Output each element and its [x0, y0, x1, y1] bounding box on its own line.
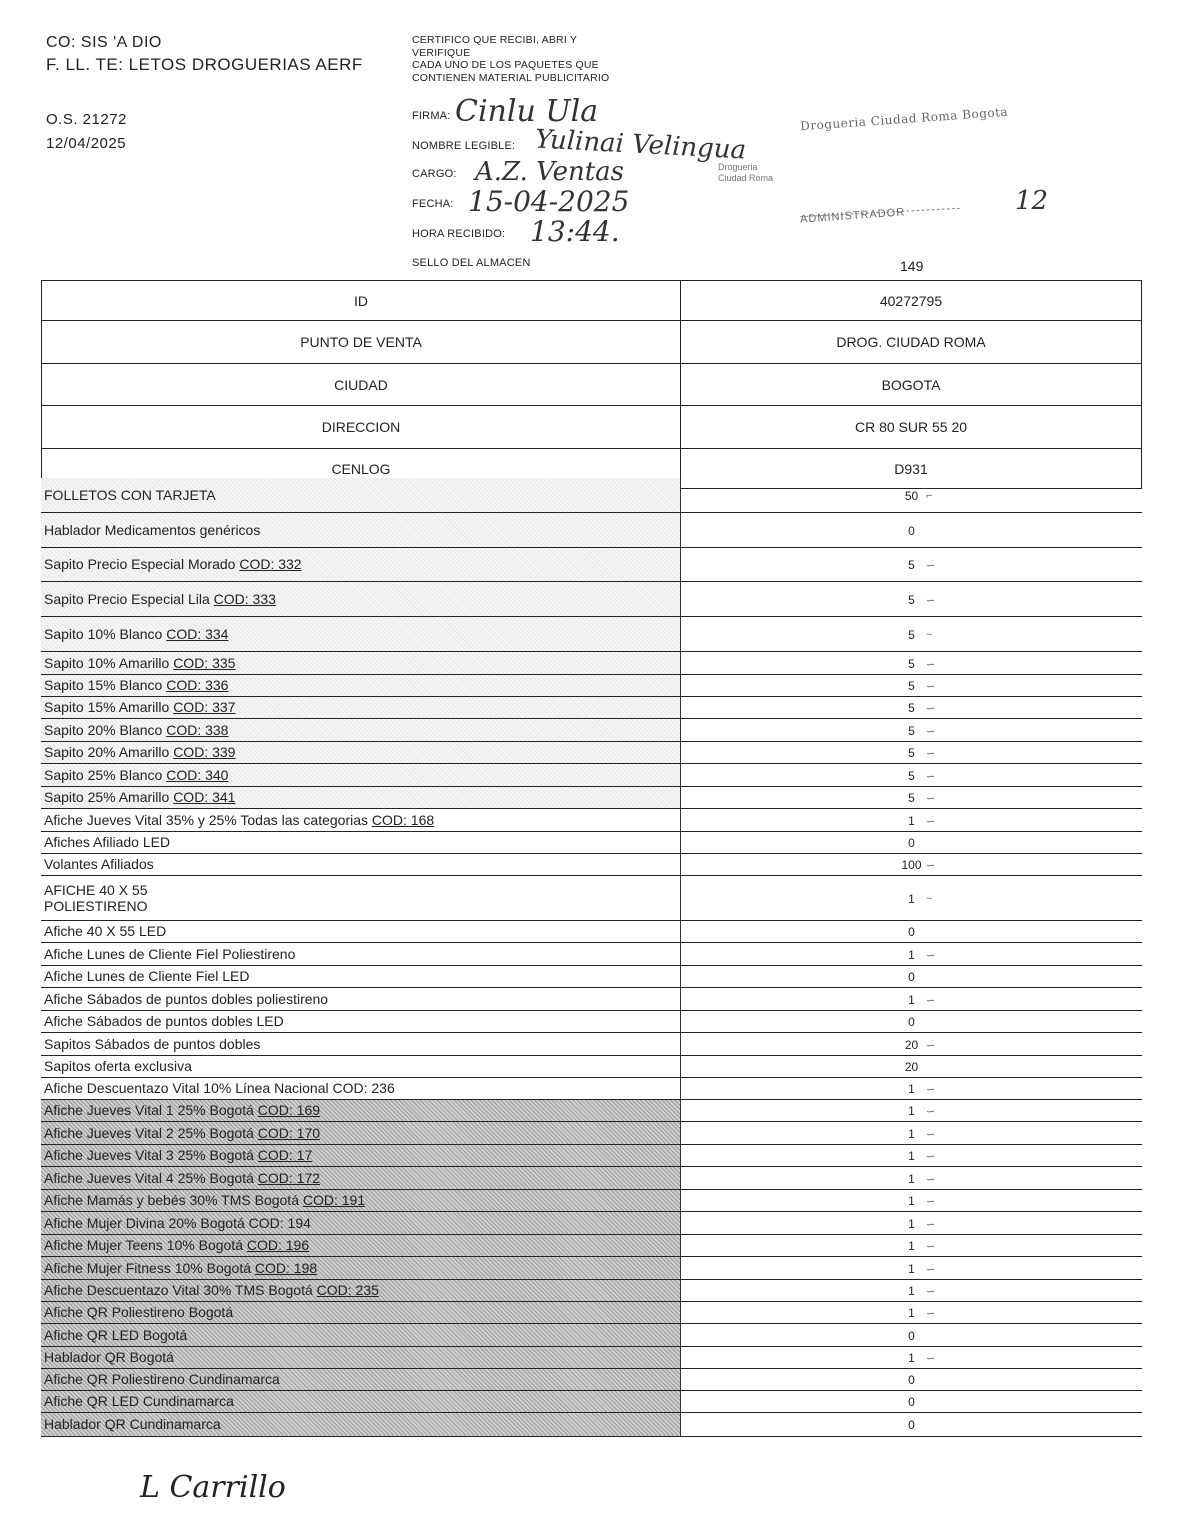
fecha-label: FECHA:	[412, 198, 454, 210]
item-label	[41, 651, 681, 674]
item-quantity: 0	[908, 1395, 915, 1409]
header-line-1: CO: SIS 'A DIO	[46, 34, 162, 51]
item-row	[41, 1211, 1142, 1234]
item-quantity-cell	[681, 808, 1143, 831]
info-key: DIRECCION	[42, 406, 681, 449]
firma-signature: Cinlu Ula	[455, 94, 599, 129]
cert-line: VERIFIQUE	[412, 46, 471, 59]
item-quantity-cell	[681, 1077, 1143, 1099]
check-mark-icon: ∽	[926, 1352, 936, 1365]
item-label	[41, 581, 681, 616]
item-code: COD: 337	[173, 699, 236, 715]
check-mark-icon: ∽	[926, 1039, 936, 1052]
item-quantity: 0	[908, 970, 915, 984]
item-name: Sapito Precio Especial Lila	[44, 590, 214, 607]
item-row	[41, 965, 1142, 987]
stamp-logo-line: Ciudad Roma	[718, 173, 774, 183]
item-row	[41, 547, 1142, 581]
item-quantity-cell	[681, 1032, 1143, 1055]
check-mark-icon: ∽	[926, 1105, 936, 1118]
item-label	[41, 741, 681, 763]
item-label	[41, 1234, 681, 1256]
item-row	[41, 674, 1142, 696]
item-label	[41, 1032, 681, 1055]
cargo-label: CARGO:	[412, 168, 457, 180]
info-row	[42, 364, 1142, 406]
item-row	[41, 1189, 1142, 1211]
item-quantity: 1	[908, 1351, 915, 1365]
item-quantity: 5	[908, 656, 915, 671]
item-quantity-cell	[681, 1256, 1143, 1279]
item-quantity-cell	[681, 1346, 1143, 1368]
item-quantity-cell	[681, 651, 1143, 674]
item-quantity-cell	[681, 1279, 1143, 1301]
item-label	[41, 1368, 681, 1390]
nombre-handwritten: Yulinai Velingua	[534, 124, 747, 166]
item-name: Afiche Mujer Divina 20% Bogotá COD: 194	[44, 1214, 311, 1231]
item-quantity: 1	[908, 1104, 915, 1118]
item-quantity-cell	[681, 1412, 1143, 1436]
cert-line: CADA UNO DE LOS PAQUETES QUE	[412, 59, 599, 71]
firma-label: FIRMA:	[412, 110, 451, 122]
handwritten-mark: 12	[1015, 186, 1049, 216]
item-quantity: 0	[908, 1328, 915, 1343]
item-row	[41, 1346, 1142, 1368]
check-mark-icon: ∽	[926, 792, 936, 805]
item-row	[41, 696, 1142, 718]
item-quantity-cell	[681, 547, 1143, 581]
item-name: Afiche Jueves Vital 4 25% Bogotá	[44, 1169, 258, 1186]
item-row	[41, 1323, 1142, 1346]
item-quantity-cell	[681, 1368, 1143, 1390]
item-quantity: 1	[908, 1126, 915, 1141]
check-mark-icon: ∽	[926, 859, 936, 872]
info-key: CENLOG	[42, 449, 681, 489]
item-label	[41, 1166, 681, 1189]
item-quantity: 5	[908, 746, 915, 760]
item-name: Sapito 10% Blanco	[44, 625, 167, 642]
bottom-signature: L Carrillo	[140, 1470, 286, 1505]
item-row	[41, 581, 1142, 616]
item-quantity: 1	[908, 1082, 915, 1096]
check-mark-icon: ⌐	[926, 489, 933, 502]
item-row	[41, 786, 1142, 808]
item-code: COD: 191	[302, 1192, 366, 1208]
item-name: Afiche Lunes de Cliente Fiel LED	[44, 968, 250, 984]
check-mark-icon: ∽	[926, 702, 936, 715]
item-quantity-cell	[681, 1121, 1143, 1144]
item-row	[41, 1099, 1142, 1121]
item-quantity: 1	[908, 1261, 915, 1276]
item-name: Sapitos Sábados de puntos dobles	[44, 1035, 261, 1052]
info-value: D931	[681, 449, 1142, 489]
item-quantity: 5	[908, 558, 915, 572]
certificate-text	[412, 34, 609, 84]
item-quantity: 5	[908, 627, 915, 642]
item-code: COD: 169	[257, 1102, 321, 1118]
check-mark-icon: ∽	[926, 680, 936, 693]
item-row	[41, 512, 1142, 547]
item-label	[41, 616, 681, 651]
item-quantity: 0	[908, 1015, 915, 1029]
item-quantity: 1	[908, 1171, 915, 1186]
item-code: COD: 333	[213, 590, 276, 607]
item-name: Afiche QR Poliestireno Cundinamarca	[44, 1371, 280, 1387]
item-quantity-cell	[681, 674, 1143, 696]
info-value: 40272795	[681, 281, 1142, 321]
item-row	[41, 1055, 1142, 1077]
cert-line: CONTIENEN MATERIAL PUBLICITARIO	[412, 71, 610, 84]
cert-line: CERTIFICO QUE RECIBI, ABRI Y	[412, 34, 578, 46]
item-label	[41, 987, 681, 1010]
check-mark-icon: ∽	[926, 725, 936, 738]
item-quantity: 1	[908, 891, 915, 906]
check-mark-icon: ∽	[926, 1150, 936, 1163]
item-label	[41, 786, 681, 808]
item-name: Sapito 15% Amarillo	[44, 699, 174, 715]
check-mark-icon: ∽	[926, 1240, 936, 1253]
item-name: Sapito 20% Amarillo	[44, 744, 174, 760]
check-mark-icon: ∽	[926, 594, 936, 607]
item-quantity-cell	[681, 1390, 1143, 1412]
check-mark-icon: ∽	[926, 1307, 936, 1320]
stamp-logo	[718, 162, 773, 184]
item-row	[41, 1010, 1142, 1032]
item-label	[41, 478, 681, 512]
item-quantity-cell	[681, 942, 1143, 965]
item-quantity-cell	[681, 987, 1143, 1010]
item-row	[41, 853, 1142, 875]
item-quantity: 5	[908, 791, 915, 805]
hora-handwritten: 13:44.	[530, 215, 620, 248]
item-name: Afiche QR LED Bogotá	[44, 1326, 188, 1343]
order-number: O.S. 21272	[46, 111, 127, 128]
item-label	[41, 1189, 681, 1211]
info-key: ID	[42, 281, 681, 321]
info-key: PUNTO DE VENTA	[42, 321, 681, 364]
item-quantity: 1	[908, 1216, 915, 1231]
item-quantity: 0	[908, 925, 915, 939]
item-label	[41, 1099, 681, 1121]
item-row	[41, 987, 1142, 1010]
item-quantity-cell	[681, 1234, 1143, 1256]
item-name-line2: POLIESTIRENO	[44, 897, 148, 914]
check-mark-icon: ∽	[926, 815, 936, 828]
item-row	[41, 478, 1142, 512]
check-mark-icon: ∽	[926, 1128, 936, 1141]
item-quantity: 20	[904, 1060, 919, 1074]
item-label	[41, 875, 681, 920]
item-name: Sapito 15% Blanco	[44, 677, 167, 693]
item-code: COD: 339	[173, 744, 236, 760]
item-label	[41, 718, 681, 741]
item-quantity: 100	[901, 858, 922, 872]
item-name: Hablador QR Cundinamarca	[44, 1416, 221, 1432]
header-block	[46, 32, 363, 76]
item-quantity: 1	[908, 1306, 915, 1320]
item-code: COD: 334	[166, 625, 229, 642]
item-name: Afiche Jueves Vital 1 25% Bogotá	[44, 1102, 258, 1118]
info-value: DROG. CIUDAD ROMA	[681, 321, 1142, 364]
check-mark-icon: ~	[926, 892, 933, 905]
item-quantity-cell	[681, 875, 1143, 920]
item-label	[41, 1279, 681, 1301]
item-quantity: 1	[908, 1149, 915, 1163]
item-label	[41, 942, 681, 965]
item-row	[41, 718, 1142, 741]
item-name: Afiche Jueves Vital 3 25% Bogotá	[44, 1147, 258, 1163]
item-row	[41, 1279, 1142, 1301]
check-mark-icon: ∽	[926, 658, 936, 671]
hora-label: HORA RECIBIDO:	[412, 228, 506, 240]
item-quantity-cell	[681, 696, 1143, 718]
stamp-role: ADMINISTRADOR	[799, 206, 906, 226]
item-label	[41, 1055, 681, 1077]
item-label	[41, 763, 681, 786]
item-code: COD: 338	[166, 721, 229, 738]
item-quantity-cell	[681, 1166, 1143, 1189]
check-mark-icon: ∽	[926, 994, 936, 1007]
info-row	[42, 321, 1142, 364]
item-quantity-cell	[681, 616, 1143, 651]
item-name: Afiche Mamás y bebés 30% TMS Bogotá	[44, 1192, 303, 1208]
item-code: COD: 198	[254, 1259, 318, 1276]
item-label	[41, 1346, 681, 1368]
check-mark-icon: ∽	[926, 1195, 936, 1208]
item-label	[41, 1077, 681, 1099]
item-name: AFICHE 40 X 55	[44, 881, 148, 898]
item-quantity: 0	[908, 1418, 915, 1432]
item-code: COD: 172	[257, 1169, 321, 1186]
materials-table	[41, 478, 1142, 1437]
item-name: Sapitos oferta exclusiva	[44, 1058, 192, 1074]
item-quantity-cell	[681, 763, 1143, 786]
item-label	[41, 965, 681, 987]
item-label	[41, 512, 681, 547]
item-quantity: 1	[908, 947, 915, 962]
item-row	[41, 1368, 1142, 1390]
item-row	[41, 1144, 1142, 1166]
item-row	[41, 920, 1142, 942]
info-value: BOGOTA	[681, 364, 1142, 406]
item-quantity: 5	[908, 768, 915, 783]
item-name: Sapito Precio Especial Morado	[44, 556, 240, 572]
item-label	[41, 1301, 681, 1323]
item-row	[41, 1234, 1142, 1256]
sheet-number: 149	[900, 258, 924, 274]
header-line-2: F. LL. TE: LETOS DROGUERIAS AERF	[46, 55, 363, 74]
item-code: COD: 17	[257, 1147, 313, 1163]
item-name: Sapito 25% Blanco	[44, 766, 167, 783]
item-row	[41, 1412, 1142, 1436]
item-quantity-cell	[681, 1323, 1143, 1346]
item-quantity: 0	[908, 836, 915, 850]
item-quantity: 1	[908, 1284, 915, 1298]
item-code: COD: 168	[371, 811, 435, 828]
item-quantity-cell	[681, 512, 1143, 547]
item-name: Afiche Descuentazo Vital 30% TMS Bogotá	[44, 1282, 317, 1298]
check-mark-icon: ∽	[926, 1173, 936, 1186]
item-quantity-cell	[681, 1211, 1143, 1234]
item-name: Afiche QR LED Cundinamarca	[44, 1393, 234, 1409]
sello-label: SELLO DEL ALMACEN	[412, 257, 531, 269]
nombre-label: NOMBRE LEGIBLE:	[412, 140, 516, 152]
item-quantity-cell	[681, 920, 1143, 942]
item-row	[41, 942, 1142, 965]
info-value: CR 80 SUR 55 20	[681, 406, 1142, 449]
item-name: Sapito 20% Blanco	[44, 721, 167, 738]
item-name: Afiches Afiliado LED	[44, 834, 171, 850]
check-mark-icon: ∽	[926, 1263, 936, 1276]
item-row	[41, 875, 1142, 920]
item-quantity-cell	[681, 965, 1143, 987]
item-quantity-cell	[681, 1189, 1143, 1211]
item-quantity-cell	[681, 1010, 1143, 1032]
item-code: COD: 235	[316, 1282, 379, 1298]
item-quantity: 0	[908, 523, 915, 538]
item-row	[41, 1390, 1142, 1412]
item-label	[41, 1121, 681, 1144]
item-label	[41, 1211, 681, 1234]
item-quantity-cell	[681, 853, 1143, 875]
item-quantity-cell	[681, 831, 1143, 853]
item-code: COD: 336	[166, 677, 229, 693]
item-name: Hablador QR Bogotá	[44, 1349, 174, 1365]
item-name: Afiche Sábados de puntos dobles LED	[44, 1013, 284, 1029]
item-quantity: 5	[908, 701, 915, 715]
item-label	[41, 831, 681, 853]
item-label	[41, 1010, 681, 1032]
item-code: COD: 340	[166, 766, 229, 783]
stamp-text: Drogueria Ciudad Roma Bogota	[799, 104, 1009, 134]
item-name: Afiche Jueves Vital 35% y 25% Todas las categorias	[44, 811, 372, 828]
item-quantity-cell	[681, 581, 1143, 616]
item-code: COD: 335	[173, 654, 236, 671]
item-label	[41, 696, 681, 718]
item-quantity: 50	[904, 488, 919, 503]
check-mark-icon: ∽	[926, 747, 936, 760]
item-row	[41, 1121, 1142, 1144]
item-label	[41, 1323, 681, 1346]
check-mark-icon: ∽	[926, 1218, 936, 1231]
item-name: Afiche Jueves Vital 2 25% Bogotá	[44, 1124, 258, 1141]
check-mark-icon: ~	[926, 628, 933, 641]
item-row	[41, 763, 1142, 786]
info-key: CIUDAD	[42, 364, 681, 406]
check-mark-icon: ∽	[926, 1083, 936, 1096]
item-quantity-cell	[681, 1144, 1143, 1166]
item-name: Afiche 40 X 55 LED	[44, 923, 167, 939]
item-quantity: 1	[908, 1239, 915, 1253]
item-name: Afiche QR Poliestireno Bogotá	[44, 1304, 234, 1320]
item-row	[41, 741, 1142, 763]
item-quantity-cell	[681, 478, 1143, 512]
item-quantity: 20	[904, 1037, 919, 1052]
item-row	[41, 616, 1142, 651]
order-block	[46, 108, 127, 156]
item-quantity: 5	[908, 679, 915, 693]
item-row	[41, 1032, 1142, 1055]
item-name: Hablador Medicamentos genéricos	[44, 521, 261, 538]
info-row	[42, 406, 1142, 449]
item-quantity: 1	[908, 813, 915, 828]
check-mark-icon: ∽	[926, 949, 936, 962]
item-label	[41, 808, 681, 831]
item-label	[41, 1256, 681, 1279]
item-row	[41, 1256, 1142, 1279]
check-mark-icon: ∽	[926, 1285, 936, 1298]
item-quantity: 5	[908, 592, 915, 607]
item-name: Sapito 10% Amarillo	[44, 654, 174, 671]
item-quantity-cell	[681, 1301, 1143, 1323]
store-info-table	[41, 280, 1142, 489]
item-quantity: 0	[908, 1373, 915, 1387]
item-quantity-cell	[681, 741, 1143, 763]
item-row	[41, 831, 1142, 853]
item-row	[41, 1077, 1142, 1099]
item-quantity-cell	[681, 1055, 1143, 1077]
item-row	[41, 1166, 1142, 1189]
info-row	[42, 281, 1142, 321]
item-label	[41, 1412, 681, 1436]
item-name: Afiche Descuentazo Vital 10% Línea Nacional COD: 236	[44, 1080, 395, 1096]
item-label	[41, 853, 681, 875]
order-date: 12/04/2025	[46, 135, 127, 152]
item-code: COD: 196	[246, 1237, 310, 1253]
item-row	[41, 651, 1142, 674]
item-quantity-cell	[681, 1099, 1143, 1121]
item-label	[41, 547, 681, 581]
item-label	[41, 1144, 681, 1166]
item-name: Sapito 25% Amarillo	[44, 789, 174, 805]
item-name: Volantes Afiliados	[44, 856, 154, 872]
item-quantity: 5	[908, 723, 915, 738]
item-label	[41, 674, 681, 696]
item-code: COD: 170	[257, 1124, 321, 1141]
fecha-handwritten: 15-04-2025	[468, 185, 630, 218]
item-quantity-cell	[681, 718, 1143, 741]
stamp-logo-line: Drogueria	[718, 162, 758, 172]
item-name: Afiche Sábados de puntos dobles poliestireno	[44, 990, 329, 1007]
item-row	[41, 808, 1142, 831]
item-name: Afiche Lunes de Cliente Fiel Poliestireno	[44, 945, 296, 962]
item-code: COD: 332	[239, 556, 302, 572]
item-row	[41, 1301, 1142, 1323]
store-stamp	[718, 100, 1040, 240]
item-name: Afiche Mujer Fitness 10% Bogotá	[44, 1259, 255, 1276]
check-mark-icon: ∽	[926, 559, 936, 572]
item-label	[41, 1390, 681, 1412]
check-mark-icon: ∽	[926, 770, 936, 783]
item-name: FOLLETOS CON TARJETA	[44, 486, 216, 503]
item-quantity-cell	[681, 786, 1143, 808]
cargo-handwritten: A.Z. Ventas	[475, 157, 624, 187]
item-quantity: 1	[908, 992, 915, 1007]
item-code: COD: 341	[173, 789, 236, 805]
item-quantity: 1	[908, 1194, 915, 1208]
item-label	[41, 920, 681, 942]
item-name: Afiche Mujer Teens 10% Bogotá	[44, 1237, 247, 1253]
